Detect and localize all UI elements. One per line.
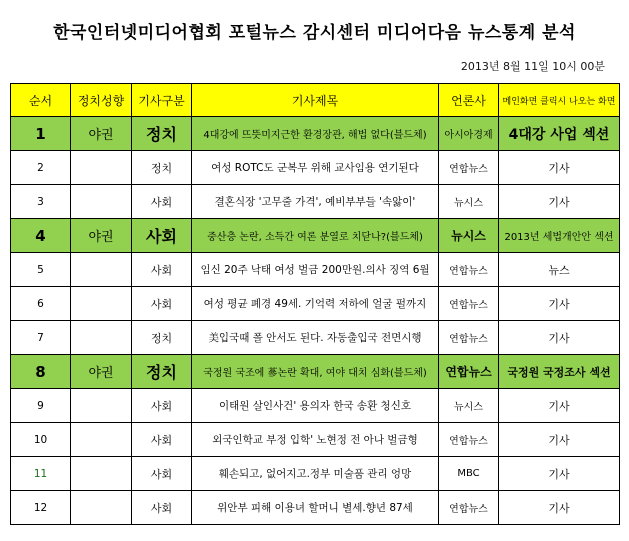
row-category: 정치 [132, 321, 192, 355]
row-political-leaning [71, 389, 132, 423]
row-political-leaning [71, 185, 132, 219]
table-header-row [11, 84, 620, 117]
table-row [11, 355, 620, 389]
row-press: 연합뉴스 [439, 423, 499, 457]
row-article-title[interactable]: 국정원 국조에 蔘논란 확대, 여야 대치 심화(블드체) [192, 355, 439, 389]
row-political-leaning [71, 457, 132, 491]
table-row [11, 321, 620, 355]
row-press: 연합뉴스 [439, 253, 499, 287]
row-main-click-screen: 기사 [499, 423, 620, 457]
row-article-title[interactable]: 여성 ROTC도 군복무 위해 교사임용 연기된다 [192, 151, 439, 185]
table-row [11, 423, 620, 457]
row-article-title[interactable]: 여성 평균 폐경 49세. 기억력 저하에 얼굴 펄까지 [192, 287, 439, 321]
row-category: 정치 [132, 151, 192, 185]
row-number: 11 [11, 457, 71, 491]
row-article-title[interactable]: 美입국때 폴 안서도 된다. 자동출입국 전면시행 [192, 321, 439, 355]
row-press: 연합뉴스 [439, 321, 499, 355]
header-order: 순서 [11, 84, 71, 117]
row-political-leaning: 야권 [71, 219, 132, 253]
row-category: 사회 [132, 457, 192, 491]
row-press: 연합뉴스 [439, 491, 499, 525]
row-article-title[interactable]: 중산층 논란, 소득간 여론 분열로 치닫나?(블드체) [192, 219, 439, 253]
row-number: 7 [11, 321, 71, 355]
row-number: 5 [11, 253, 71, 287]
row-article-title[interactable]: 외국인학교 부정 입학' 노현정 전 아나 벌금형 [192, 423, 439, 457]
table-row [11, 151, 620, 185]
row-article-title[interactable]: 임신 20주 낙태 여성 벌금 200만원.의사 징역 6월 [192, 253, 439, 287]
row-political-leaning [71, 151, 132, 185]
table-row [11, 491, 620, 525]
header-political-leaning: 정치성향 [71, 84, 132, 117]
table-row [11, 253, 620, 287]
table-row [11, 287, 620, 321]
row-main-click-screen: 기사 [499, 457, 620, 491]
row-main-click-screen: 기사 [499, 321, 620, 355]
row-press: 뉴시스 [439, 219, 499, 253]
row-category: 사회 [132, 423, 192, 457]
row-number: 10 [11, 423, 71, 457]
report-date: 2013년 8월 11일 10시 00분 [460, 60, 605, 73]
row-article-title[interactable]: 위안부 피해 이용녀 할머니 별세.향년 87세 [192, 491, 439, 525]
row-main-click-screen: 기사 [499, 389, 620, 423]
row-article-title[interactable]: 결혼식장 '고무줄 가격', 예비부부들 '속앓이' [192, 185, 439, 219]
row-political-leaning: 야권 [71, 355, 132, 389]
row-number: 8 [11, 355, 71, 389]
row-main-click-screen: 2013년 세법개안안 섹션 [499, 219, 620, 253]
row-category: 사회 [132, 219, 192, 253]
header-press: 언론사 [439, 84, 499, 117]
table-row [11, 185, 620, 219]
row-political-leaning [71, 253, 132, 287]
row-category: 사회 [132, 287, 192, 321]
row-article-title[interactable]: 4대강에 뜨뜻미지근한 환경장관, 해법 없다(블드체) [192, 117, 439, 151]
row-political-leaning: 야권 [71, 117, 132, 151]
news-stats-table [10, 83, 620, 525]
row-political-leaning [71, 491, 132, 525]
row-press: 연합뉴스 [439, 355, 499, 389]
table-row [11, 219, 620, 253]
row-press: 연합뉴스 [439, 151, 499, 185]
row-number: 2 [11, 151, 71, 185]
row-political-leaning [71, 423, 132, 457]
row-main-click-screen: 기사 [499, 151, 620, 185]
row-number: 4 [11, 219, 71, 253]
table-row [11, 457, 620, 491]
row-press: 연합뉴스 [439, 287, 499, 321]
row-category: 사회 [132, 185, 192, 219]
row-political-leaning [71, 321, 132, 355]
table-row [11, 389, 620, 423]
table-row [11, 117, 620, 151]
row-category: 정치 [132, 355, 192, 389]
row-number: 9 [11, 389, 71, 423]
page-title: 한국인터넷미디어협회 포털뉴스 감시센터 미디어다음 뉴스통계 분석 [53, 23, 576, 43]
row-category: 사회 [132, 491, 192, 525]
row-main-click-screen: 국정원 국정조사 섹션 [499, 355, 620, 389]
row-main-click-screen: 뉴스 [499, 253, 620, 287]
row-category: 사회 [132, 253, 192, 287]
header-article-title: 기사제목 [192, 84, 439, 117]
row-number: 3 [11, 185, 71, 219]
row-press: 아시아경제 [439, 117, 499, 151]
header-category: 기사구분 [132, 84, 192, 117]
row-main-click-screen: 4대강 사업 섹션 [499, 117, 620, 151]
row-press: 뉴시스 [439, 389, 499, 423]
row-press: 뉴시스 [439, 185, 499, 219]
row-number: 12 [11, 491, 71, 525]
row-political-leaning [71, 287, 132, 321]
row-press: MBC [439, 457, 499, 491]
row-main-click-screen: 기사 [499, 185, 620, 219]
row-number: 1 [11, 117, 71, 151]
row-number: 6 [11, 287, 71, 321]
row-main-click-screen: 기사 [499, 287, 620, 321]
row-category: 정치 [132, 117, 192, 151]
header-main-click-screen: 메인화면 클릭시 나오는 화면 [499, 84, 620, 117]
row-category: 사회 [132, 389, 192, 423]
row-main-click-screen: 기사 [499, 491, 620, 525]
row-article-title[interactable]: 훼손되고, 없어지고.정부 미술품 관리 엉망 [192, 457, 439, 491]
row-article-title[interactable]: 이태원 살인사건' 용의자 한국 송환 청신호 [192, 389, 439, 423]
